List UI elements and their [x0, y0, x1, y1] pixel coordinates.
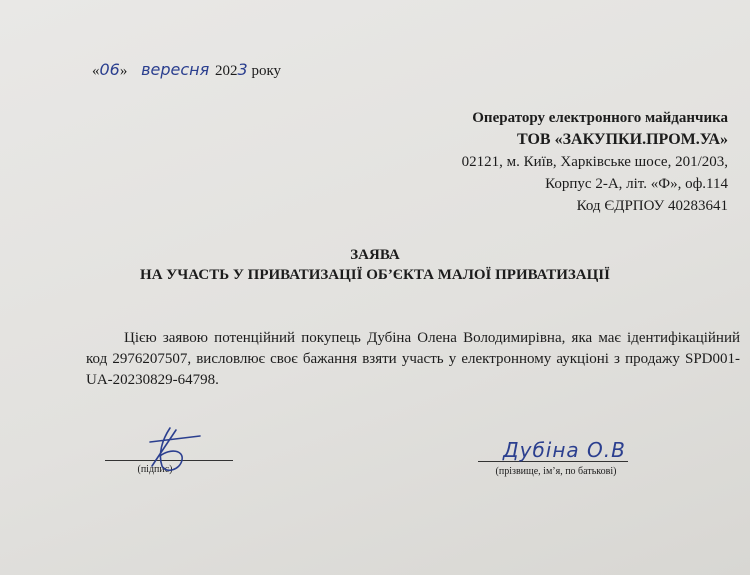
recipient-company: ТОВ «ЗАКУПКИ.ПРОМ.УА»: [516, 131, 728, 148]
application-body: [86, 328, 740, 391]
recipient-block: [462, 107, 728, 217]
date-year-handwritten: 3: [237, 60, 248, 79]
document-date: «06» вересня 2023 року: [92, 60, 282, 79]
recipient-code: Код ЄДРПОУ 40283641: [576, 198, 728, 214]
handwritten-full-name: Дубіна О.В: [503, 438, 626, 462]
signature-scribble: [140, 420, 210, 480]
recipient-address-2: Корпус 2-А, літ. «Ф», оф.114: [545, 176, 728, 192]
full-name-caption: (прізвище, ім’я, по батькові): [495, 466, 617, 477]
document-title: [0, 245, 750, 285]
signature-caption: (підпис): [137, 464, 173, 475]
date-month: вересня: [141, 60, 210, 79]
body-paragraph: Цією заявою потенційний покупець Дубіна Олена Володимирівна, яка має ідентифікаційний код 2976207507, висловлює своє бажання взяти участь у електронному аукціоні з продажу SPD001-UA-20230829-64798.: [86, 330, 740, 388]
date-suffix: року: [251, 63, 282, 79]
date-year-printed: 202: [215, 63, 238, 79]
recipient-line: Оператору електронного майданчика: [472, 110, 728, 126]
title-line-1: ЗАЯВА: [350, 247, 400, 263]
date-day: 06: [99, 60, 120, 79]
title-line-2: НА УЧАСТЬ У ПРИВАТИЗАЦІЇ ОБ’ЄКТА МАЛОЇ ПРИВАТИЗАЦІЇ: [140, 267, 610, 283]
recipient-address: 02121, м. Київ, Харківське шосе, 201/203,: [461, 154, 728, 170]
